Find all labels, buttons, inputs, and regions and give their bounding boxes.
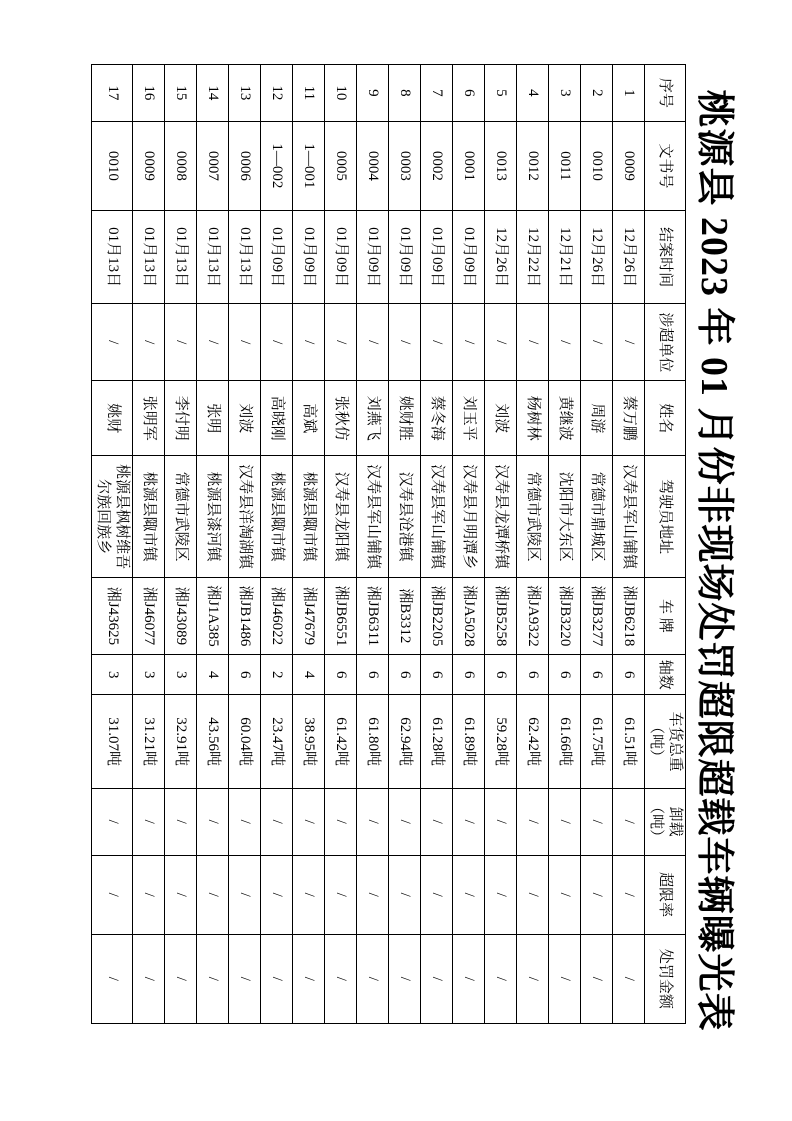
table-cell: / [613,934,645,1023]
table-cell: 62.94吨 [389,695,421,788]
table-cell: 汉寿县军山铺镇 [613,456,645,578]
table-cell: 常德市武陵区 [517,456,549,578]
table-row [357,65,389,1024]
table-cell: / [261,788,293,855]
table-cell: / [92,304,133,381]
table-cell: 高斌 [293,381,325,456]
table-cell: / [325,304,357,381]
table-cell: / [613,855,645,934]
table-cell: 湘J43625 [92,577,133,654]
table-cell: 湘JB6311 [357,577,389,654]
table-cell: 0012 [517,121,549,210]
table-cell: 16 [133,65,165,122]
table-cell: 6 [421,654,453,695]
table-cell: 01月09日 [261,210,293,303]
table-cell: / [197,934,229,1023]
table-cell: / [421,788,453,855]
table-cell: 2 [261,654,293,695]
table-cell: / [197,304,229,381]
table-cell: 12月26日 [485,210,517,303]
table-cell: / [325,788,357,855]
table-cell: 12月21日 [549,210,581,303]
table-cell: 6 [389,654,421,695]
table-cell: 14 [197,65,229,122]
page-title: 桃源县 2023 年 01 月份非现场处罚超限超载车辆曝光表 [693,89,735,1032]
table-cell: 高晓刚 [261,381,293,456]
table-cell: 湘JB6218 [613,577,645,654]
table-cell: / [581,304,613,381]
table-cell: 0005 [325,121,357,210]
table-cell: 61.51吨 [613,695,645,788]
table-cell: / [581,788,613,855]
table-cell: / [613,304,645,381]
column-header: 涉超单位 [645,304,686,381]
table-cell: / [357,788,389,855]
table-cell: / [293,855,325,934]
table-cell: 10 [325,65,357,122]
table-cell: / [389,304,421,381]
table-cell: 6 [229,654,261,695]
table-row [453,65,485,1024]
table-cell: / [549,788,581,855]
table-cell: / [229,855,261,934]
table-cell: 3 [133,654,165,695]
table-cell: / [549,855,581,934]
table-row [133,65,165,1024]
table-cell: / [133,788,165,855]
table-cell: 湘JB6551 [325,577,357,654]
table-cell: / [485,788,517,855]
table-cell: 23.47吨 [261,695,293,788]
table-cell: 13 [229,65,261,122]
table-cell: / [165,855,197,934]
table-cell: 桃源县漆河镇 [197,456,229,578]
table-cell: 43.56吨 [197,695,229,788]
table-cell: / [165,304,197,381]
column-header: 姓名 [645,381,686,456]
column-header: 车货总重 （吨） [645,695,686,788]
table-cell: 61.89吨 [453,695,485,788]
table-cell: 4 [517,65,549,122]
table-cell: / [485,934,517,1023]
table-cell: / [517,934,549,1023]
table-cell: 0006 [229,121,261,210]
table-cell: 60.04吨 [229,695,261,788]
table-cell: / [229,788,261,855]
table-cell: 6 [325,654,357,695]
table-cell: 31.21吨 [133,695,165,788]
column-header: 驾驶员地址 [645,456,686,578]
column-header: 处罚金额 [645,934,686,1023]
table-cell: 湘J46077 [133,577,165,654]
table-cell: 汉寿县龙潭桥镇 [485,456,517,578]
table-row [549,65,581,1024]
table-cell: / [421,934,453,1023]
table-cell: / [293,788,325,855]
table-cell: 0009 [613,121,645,210]
table-cell: / [325,855,357,934]
table-cell: / [549,934,581,1023]
table-cell: 汉寿县军山铺镇 [421,456,453,578]
table-cell: 0010 [581,121,613,210]
table-cell: / [453,304,485,381]
table-header-row [645,65,686,1024]
table-cell: / [261,855,293,934]
table-cell: 湘JB2205 [421,577,453,654]
table-row [197,65,229,1024]
table-cell: 刘燕飞 [357,381,389,456]
table-cell: 59.28吨 [485,695,517,788]
table-cell: 汉寿县沧港镇 [389,456,421,578]
table-row [261,65,293,1024]
table-cell: 3 [92,654,133,695]
table-cell: / [485,855,517,934]
table-cell: 刘玉平 [453,381,485,456]
table-cell: 桃源县枫树维吾尔族回族乡 [92,456,133,578]
table-cell: 61.66吨 [549,695,581,788]
column-header: 轴数 [645,654,686,695]
table-cell: 5 [485,65,517,122]
table-cell: 12 [261,65,293,122]
table-cell: / [197,788,229,855]
table-cell: / [261,304,293,381]
table-cell: 0002 [421,121,453,210]
table-cell: 4 [197,654,229,695]
table-cell: 湘J46022 [261,577,293,654]
table-cell: 蔡万鹏 [613,381,645,456]
table-cell: 汉寿县龙阳镇 [325,456,357,578]
exposure-table [92,64,687,1024]
table-cell: / [325,934,357,1023]
table-cell: / [357,304,389,381]
table-cell: 张明 [197,381,229,456]
table-cell: 湘JB3277 [581,577,613,654]
table-cell: / [293,304,325,381]
table-cell: 01月13日 [165,210,197,303]
table-cell: 0007 [197,121,229,210]
table-cell: 01月13日 [133,210,165,303]
table-cell: / [517,304,549,381]
table-cell: 0001 [453,121,485,210]
table-cell: 6 [549,654,581,695]
table-cell: 32.91吨 [165,695,197,788]
table-cell: 1—002 [261,121,293,210]
table-cell: 0011 [549,121,581,210]
column-header: 卸载 （吨） [645,788,686,855]
table-cell: / [389,855,421,934]
table-cell: 01月09日 [325,210,357,303]
table-row [613,65,645,1024]
table-row [229,65,261,1024]
table-row [92,65,133,1024]
table-cell: / [165,788,197,855]
table-cell: 沈阳市大东区 [549,456,581,578]
table-cell: / [389,934,421,1023]
table-cell: 湘J1A385 [197,577,229,654]
table-cell: 0010 [92,121,133,210]
table-cell: 7 [421,65,453,122]
table-cell: 桃源县陬市镇 [261,456,293,578]
table-cell: 6 [357,654,389,695]
table-row [581,65,613,1024]
table-cell: 0009 [133,121,165,210]
table-cell: 61.42吨 [325,695,357,788]
table-cell: 01月13日 [229,210,261,303]
table-cell: 8 [389,65,421,122]
column-header: 序号 [645,65,686,122]
table-cell: / [197,855,229,934]
table-cell: 17 [92,65,133,122]
table-cell: / [133,855,165,934]
table-cell: 汉寿县月明潭乡 [453,456,485,578]
table-cell: / [517,855,549,934]
table-cell: / [133,934,165,1023]
table-row [485,65,517,1024]
table-row [325,65,357,1024]
column-header: 结案时间 [645,210,686,303]
table-cell: 1—001 [293,121,325,210]
table-cell: 常德市鼎城区 [581,456,613,578]
table-cell: / [92,855,133,934]
table-cell: 湘JB5258 [485,577,517,654]
table-cell: / [581,855,613,934]
table-cell: 张秋仿 [325,381,357,456]
table-cell: 桃源县陬市镇 [133,456,165,578]
table-cell: / [229,304,261,381]
table-cell: 1 [613,65,645,122]
table-cell: 61.80吨 [357,695,389,788]
table-cell: 杨树林 [517,381,549,456]
table-cell: / [453,855,485,934]
table-row [389,65,421,1024]
table-cell: 周游 [581,381,613,456]
table-cell: 湘J47679 [293,577,325,654]
table-cell: 姚财胜 [389,381,421,456]
table-container [92,64,687,1024]
table-cell: 姚财 [92,381,133,456]
table-cell: 常德市武陵区 [165,456,197,578]
table-cell: / [261,934,293,1023]
table-cell: 62.42吨 [517,695,549,788]
table-cell: 湘JB1486 [229,577,261,654]
table-cell: 01月09日 [389,210,421,303]
table-cell: 11 [293,65,325,122]
table-cell: / [485,304,517,381]
table-cell: 6 [453,65,485,122]
table-cell: 汉寿县军山铺镇 [357,456,389,578]
table-cell: 黄继波 [549,381,581,456]
table-cell: 湘JA5028 [453,577,485,654]
table-cell: / [421,855,453,934]
table-cell: 蔡冬海 [421,381,453,456]
column-header: 车 牌 [645,577,686,654]
table-cell: 6 [453,654,485,695]
table-cell: 01月09日 [357,210,389,303]
table-cell: 3 [165,654,197,695]
table-row [293,65,325,1024]
table-cell: / [549,304,581,381]
table-cell: 31.07吨 [92,695,133,788]
table-cell: / [613,788,645,855]
table-cell: 李付明 [165,381,197,456]
table-cell: 湘JA9322 [517,577,549,654]
table-cell: / [357,934,389,1023]
table-cell: 6 [581,654,613,695]
table-cell: / [453,788,485,855]
table-cell: 01月09日 [421,210,453,303]
table-cell: 9 [357,65,389,122]
table-cell: / [389,788,421,855]
table-cell: 汉寿县洋淘湖镇 [229,456,261,578]
table-cell: 61.75吨 [581,695,613,788]
table-cell: 0013 [485,121,517,210]
table-cell: 3 [549,65,581,122]
table-cell: 6 [517,654,549,695]
table-cell: / [165,934,197,1023]
table-cell: 0003 [389,121,421,210]
table-cell: / [581,934,613,1023]
table-row [517,65,549,1024]
table-cell: 01月13日 [92,210,133,303]
table-cell: 2 [581,65,613,122]
table-cell: 桃源县陬市镇 [293,456,325,578]
table-cell: 6 [613,654,645,695]
table-cell: / [92,934,133,1023]
column-header: 文书号 [645,121,686,210]
table-cell: 张明军 [133,381,165,456]
table-cell: 刘波 [229,381,261,456]
table-cell: 湘B3312 [389,577,421,654]
table-cell: 01月13日 [197,210,229,303]
table-cell: / [517,788,549,855]
table-cell: 12月22日 [517,210,549,303]
table-cell: / [293,934,325,1023]
table-cell: 湘JB3220 [549,577,581,654]
table-cell: / [92,788,133,855]
table-cell: / [133,304,165,381]
table-cell: 0004 [357,121,389,210]
table-row [421,65,453,1024]
table-cell: / [229,934,261,1023]
table-cell: 12月26日 [581,210,613,303]
table-cell: 4 [293,654,325,695]
table-cell: 61.28吨 [421,695,453,788]
table-row [165,65,197,1024]
table-cell: / [357,855,389,934]
table-cell: 刘波 [485,381,517,456]
table-cell: 01月09日 [293,210,325,303]
table-cell: 15 [165,65,197,122]
table-cell: 湘J43089 [165,577,197,654]
table-cell: 01月09日 [453,210,485,303]
table-cell: / [453,934,485,1023]
table-cell: / [421,304,453,381]
table-cell: 12月26日 [613,210,645,303]
column-header: 超限率 [645,855,686,934]
table-cell: 0008 [165,121,197,210]
table-cell: 6 [485,654,517,695]
table-cell: 38.95吨 [293,695,325,788]
